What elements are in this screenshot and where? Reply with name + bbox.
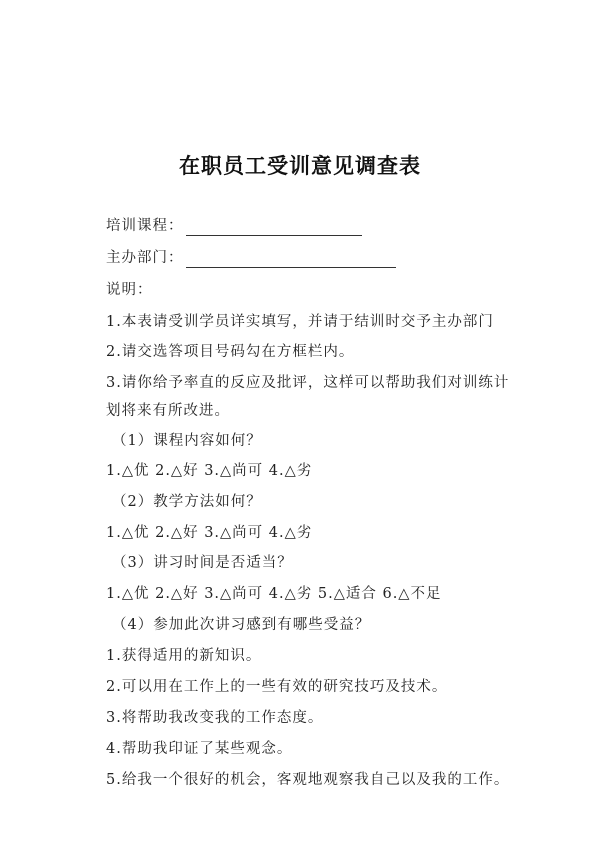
question-2-options: 1.△优 2.△好 3.△尚可 4.△劣 [106,525,313,541]
benefit-item-2: 2.可以用在工作上的一些有效的研究技巧及技术。 [106,679,448,695]
course-blank-line[interactable] [186,221,362,236]
department-field [106,248,396,268]
benefit-item-1: 1.获得适用的新知识。 [106,648,262,664]
instruction-item-2: 2.请交选答项目号码勾在方框栏内。 [106,344,355,360]
benefit-item-3: 3.将帮助我改变我的工作态度。 [106,710,324,726]
course-label: 培训课程： [106,218,184,234]
question-1-options: 1.△优 2.△好 3.△尚可 4.△劣 [106,463,313,479]
question-4-text: （4）参加此次讲习感到有哪些受益？ [112,617,371,633]
benefit-item-5: 5.给我一个很好的机会，客观地观察我自己以及我的工作。 [106,772,510,788]
page-title: 在职员工受训意见调查表 [179,154,421,178]
question-2-text: （2）教学方法如何？ [112,494,262,510]
instruction-item-3-line-1: 3.请你给予率直的反应及批评，这样可以帮助我们对训练计 [106,375,510,391]
question-3-text: （3）讲习时间是否适当？ [112,555,293,571]
question-1-text: （1）课程内容如何？ [112,433,262,449]
instruction-item-3-line-2: 划将来有所改进。 [106,403,230,419]
department-blank-line[interactable] [186,253,396,268]
instruction-item-1: 1.本表请受训学员详实填写，并请于结训时交予主办部门 [106,314,494,330]
question-3-options: 1.△优 2.△好 3.△尚可 4.△劣 5.△适合 6.△不足 [106,586,442,602]
course-field [106,216,362,236]
department-label: 主办部门： [106,250,184,266]
instructions-heading: 说明： [106,282,153,298]
benefit-item-4: 4.帮助我印证了某些观念。 [106,741,293,757]
